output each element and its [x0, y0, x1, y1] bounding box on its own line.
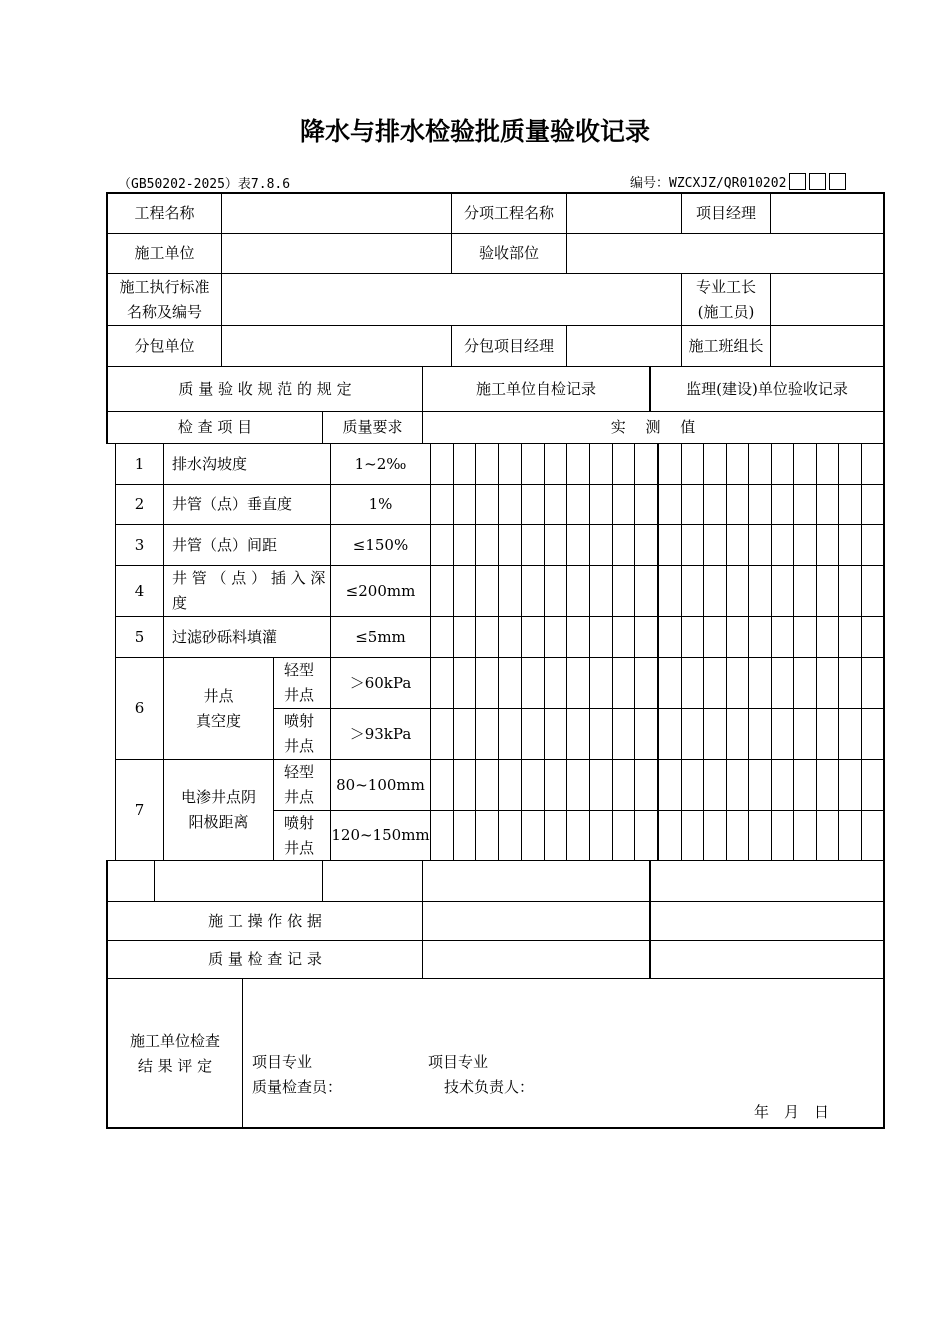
item-7-sub-1-type-line2: 井点 [283, 788, 314, 806]
page-title: 降水与排水检验批质量验收记录 [299, 117, 650, 146]
evaluation-label [108, 1028, 242, 1080]
item-4-name-line2: 度 [172, 594, 188, 612]
sig2-line1: 项目专业 [428, 1053, 489, 1071]
standard-label-line1: 施工执行标准 [119, 277, 210, 296]
form-code-label: 编号：WZCXJZ/QR010202 [630, 176, 787, 191]
construction-unit-label: 施工单位 [134, 244, 195, 262]
sub-manager-field[interactable] [567, 326, 681, 366]
item-4-name-line1: 井 管 （ 点 ） 插 入 深 [172, 569, 326, 587]
foreman-label-line2: (施工员) [697, 302, 755, 321]
extra-row-supervision[interactable] [651, 861, 883, 901]
item-6-sub-2-type [274, 709, 324, 759]
item-6-sub-2-type-line1: 喷射 [283, 712, 314, 730]
acceptance-part-label: 验收部位 [478, 244, 539, 262]
item-7-sub-1-type [274, 760, 324, 810]
sub-project-name-label: 分项工程名称 [463, 203, 554, 222]
quality-inspector-signature [252, 1050, 342, 1100]
measurement-column-divider [498, 443, 499, 861]
item-2-name: 井管（点）垂直度 [172, 495, 293, 513]
evaluation-label-line1: 施工单位检查 [129, 1032, 220, 1050]
item-7-sub-2-requirement: 120~150mm [331, 826, 430, 844]
extra-row-requirement[interactable] [323, 861, 422, 901]
check-item-header: 检 查 项 目 [177, 418, 253, 436]
item-7-sub-2-type-line2: 井点 [283, 838, 314, 857]
item-7-sub-2-type [274, 811, 324, 860]
record-self-check-field[interactable] [423, 941, 649, 978]
project-name-label: 工程名称 [134, 203, 195, 222]
project-manager-field[interactable] [771, 193, 883, 233]
item-7-name [164, 760, 273, 860]
project-name-field[interactable] [222, 193, 451, 233]
item-6-no: 6 [134, 699, 145, 717]
subcontractor-field[interactable] [222, 326, 451, 366]
item-6-name-line1: 井点 [203, 686, 234, 705]
sig2-line2: 技术负责人： [444, 1078, 535, 1096]
measured-values-header: 实 测 值 [610, 418, 696, 436]
item-6-sub-1-type-line1: 轻型 [283, 661, 314, 679]
item-6-sub-1-type-line2: 井点 [283, 686, 314, 704]
item-4-requirement: ≤200mm [345, 581, 416, 600]
code-box-1[interactable] [789, 173, 806, 190]
measurement-column-divider [566, 443, 567, 861]
extra-row-no[interactable] [108, 861, 154, 901]
code-box-2[interactable] [809, 173, 826, 190]
item-2-requirement: 1% [368, 495, 393, 513]
evaluation-date: 年 月 日 [754, 1103, 830, 1121]
item-6-name [164, 658, 273, 759]
item-7-name-line2: 阳极距离 [188, 813, 249, 831]
measurement-column-divider [612, 443, 613, 861]
measurement-column-divider [544, 443, 545, 861]
measurement-column-divider [726, 443, 727, 861]
item-6-sub-2-type-line2: 井点 [283, 737, 314, 755]
measurement-column-divider [861, 443, 862, 861]
sig1-line1: 项目专业 [252, 1053, 313, 1071]
subcontractor-label: 分包单位 [134, 336, 195, 355]
item-2-no: 2 [134, 495, 145, 513]
construction-unit-field[interactable] [222, 234, 451, 273]
item-1-no: 1 [134, 454, 145, 473]
item-5-requirement: ≤5mm [355, 627, 406, 646]
item-7-no: 7 [134, 800, 145, 819]
supervision-header: 监理(建设)单位验收记录 [686, 379, 848, 398]
standard-field[interactable] [222, 274, 681, 325]
item-7-name-line1: 电渗井点阴 [180, 788, 256, 806]
basis-self-check-field[interactable] [423, 902, 649, 940]
item-7-sub-2-type-line1: 喷射 [283, 813, 314, 832]
item-4-name [172, 566, 330, 616]
item-6-sub-1-type [274, 658, 324, 708]
project-manager-label: 项目经理 [695, 203, 756, 222]
measurement-column-divider [453, 443, 454, 861]
acceptance-part-field[interactable] [567, 234, 883, 273]
technical-director-signature [428, 1050, 534, 1100]
team-leader-label: 施工班组长 [688, 336, 764, 355]
sub-manager-label: 分包项目经理 [463, 336, 554, 355]
measurement-column-divider [475, 443, 476, 861]
item-7-sub-1-type-line1: 轻型 [283, 763, 314, 781]
extra-row-self-check[interactable] [423, 861, 649, 901]
extra-row-item[interactable] [155, 861, 322, 901]
measurement-column-divider [589, 443, 590, 861]
code-box-3[interactable] [829, 173, 846, 190]
measurement-column-divider [703, 443, 704, 861]
measurement-column-divider [521, 443, 522, 861]
item-5-name: 过滤砂砾料填灌 [172, 627, 278, 646]
foreman-label [682, 274, 770, 325]
item-1-requirement: 1~2‰ [354, 454, 407, 473]
item-6-sub-2-requirement: ＞93kPa [349, 724, 412, 743]
foreman-field[interactable] [771, 274, 883, 325]
evaluation-label-line2: 结 果 评 定 [137, 1057, 213, 1075]
measurement-column-divider [838, 443, 839, 861]
item-3-no: 3 [134, 535, 145, 554]
item-4-no: 4 [134, 581, 145, 600]
item-3-name: 井管（点）间距 [172, 535, 278, 554]
measurement-column-divider [634, 443, 635, 861]
measurement-column-divider [793, 443, 794, 861]
record-supervision-field[interactable] [651, 941, 883, 978]
measurement-column-divider [748, 443, 749, 861]
measurement-column-divider [771, 443, 772, 861]
measurement-column-divider [816, 443, 817, 861]
basis-supervision-field[interactable] [651, 902, 883, 940]
standard-label [108, 274, 221, 325]
item-6-sub-1-requirement: ＞60kPa [349, 673, 412, 692]
standard-reference: （GB50202-2025）表7.8.6 [118, 177, 291, 192]
measurement-column-divider [681, 443, 682, 861]
basis-label: 施 工 操 作 依 据 [208, 911, 322, 930]
item-3-requirement: ≤150% [352, 535, 409, 554]
self-check-header: 施工单位自检记录 [475, 379, 596, 398]
item-1-name: 排水沟坡度 [172, 454, 248, 473]
sub-project-name-field[interactable] [567, 193, 681, 233]
item-7-sub-1-requirement: 80~100mm [336, 775, 425, 794]
requirement-header: 质量要求 [342, 418, 403, 436]
sig1-line2: 质量检查员： [252, 1078, 343, 1096]
team-leader-field[interactable] [771, 326, 883, 366]
item-6-name-line2: 真空度 [195, 711, 241, 730]
standard-label-line2: 名称及编号 [126, 302, 202, 321]
spec-header: 质 量 验 收 规 范 的 规 定 [178, 379, 352, 398]
form-code [630, 172, 846, 191]
item-5-no: 5 [134, 627, 145, 646]
record-label: 质 量 检 查 记 录 [208, 950, 322, 968]
foreman-label-line1: 专业工长 [695, 277, 756, 296]
